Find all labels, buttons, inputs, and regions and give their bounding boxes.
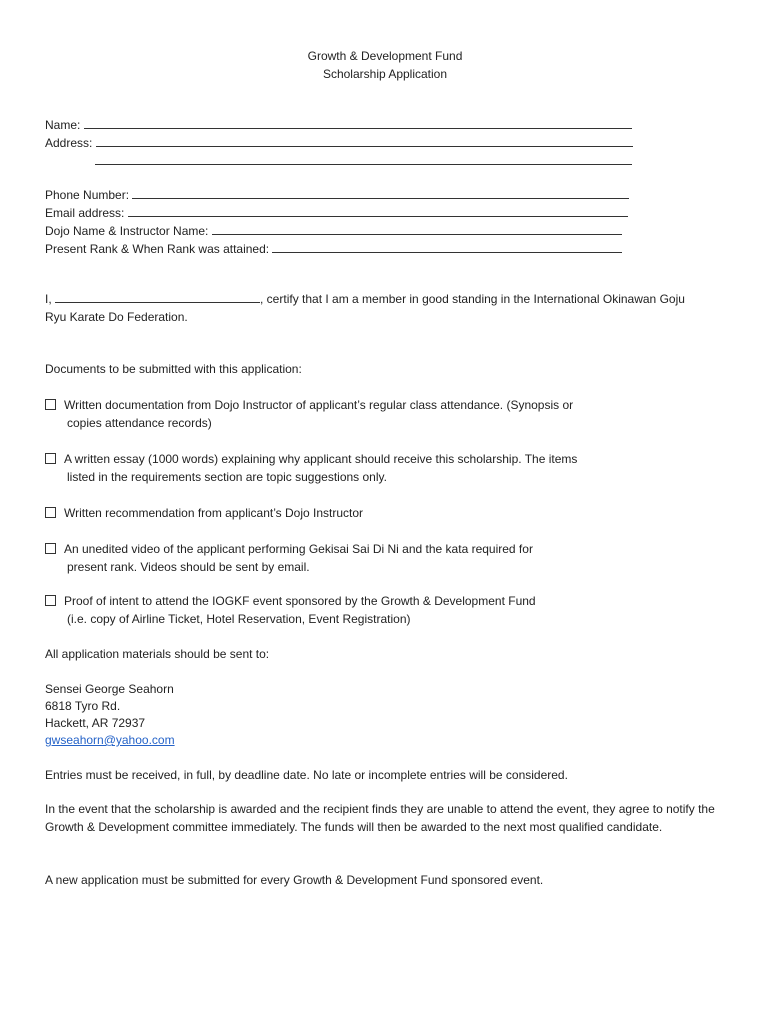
phone-label: Phone Number:: [45, 188, 130, 202]
document-item-3-text: Written recommendation from applicant’s Dojo Instructor: [64, 506, 364, 520]
send-email-link[interactable]: gwseahorn@yahoo.com: [45, 733, 175, 747]
checkbox-2[interactable]: [45, 453, 56, 464]
document-item-1: [45, 396, 573, 414]
document-item-5-text: Proof of intent to attend the IOGKF event sponsored by the Growth & Development Fund: [64, 594, 536, 608]
deadline-note: Entries must be received, in full, by deadline date. No late or incomplete entries will be considered.: [45, 768, 568, 782]
document-item-3: [45, 504, 363, 522]
name-blank[interactable]: [84, 116, 632, 129]
send-street: 6818 Tyro Rd.: [45, 699, 121, 713]
document-item-4-cont: present rank. Videos should be sent by email.: [67, 560, 310, 574]
document-item-1-text: Written documentation from Dojo Instructor of applicant’s regular class attendance. (Synopsis or: [64, 398, 574, 412]
checkbox-1[interactable]: [45, 399, 56, 410]
phone-blank[interactable]: [132, 186, 629, 199]
document-title: Growth & Development Fund: [307, 49, 463, 63]
send-city: Hackett, AR 72937: [45, 716, 146, 730]
document-item-2-cont: listed in the requirements section are topic suggestions only.: [67, 470, 387, 484]
email-blank[interactable]: [128, 204, 628, 217]
rank-field: [45, 240, 622, 258]
address-label: Address:: [45, 136, 93, 150]
name-label: Name:: [45, 118, 81, 132]
phone-field: [45, 186, 629, 204]
email-field: [45, 204, 628, 222]
checkbox-5[interactable]: [45, 595, 56, 606]
send-heading: All application materials should be sent to:: [45, 647, 270, 661]
dojo-label: Dojo Name & Instructor Name:: [45, 224, 209, 238]
email-label: Email address:: [45, 206, 125, 220]
certify-line-2: Ryu Karate Do Federation.: [45, 310, 188, 324]
document-item-2: [45, 450, 577, 468]
documents-heading: Documents to be submitted with this application:: [45, 362, 302, 376]
rank-blank[interactable]: [272, 240, 622, 253]
address-blank-2[interactable]: [95, 152, 632, 165]
rank-label: Present Rank & When Rank was attained:: [45, 242, 270, 256]
document-item-4: [45, 540, 533, 558]
send-name: Sensei George Seahorn: [45, 682, 174, 696]
address-line-2: [95, 152, 632, 170]
name-field: [45, 116, 632, 134]
document-item-4-text: An unedited video of the applicant performing Gekisai Sai Di Ni and the kata required for: [64, 542, 533, 556]
certify-prefix: I,: [45, 292, 52, 306]
dojo-field: [45, 222, 622, 240]
dojo-blank[interactable]: [212, 222, 622, 235]
document-item-2-text: A written essay (1000 words) explaining why applicant should receive this scholarship. The items: [64, 452, 578, 466]
checkbox-4[interactable]: [45, 543, 56, 554]
certify-suffix: , certify that I am a member in good standing in the International Okinawan Goju: [260, 292, 685, 306]
document-subtitle: Scholarship Application: [322, 67, 448, 81]
event-note: In the event that the scholarship is awarded and the recipient finds they are unable to attend the event, they agree to notify the Growth & Development committee immediately. The funds will then be awarded to the next most qualified candidate.: [45, 802, 715, 834]
document-item-5: [45, 592, 536, 610]
address-field: [45, 134, 633, 152]
document-item-5-cont: (i.e. copy of Airline Ticket, Hotel Reservation, Event Registration): [67, 612, 411, 626]
new-application-note: A new application must be submitted for every Growth & Development Fund sponsored event.: [45, 873, 544, 887]
document-item-1-cont: copies attendance records): [67, 416, 212, 430]
certify-name-blank[interactable]: [55, 290, 260, 303]
checkbox-3[interactable]: [45, 507, 56, 518]
certify-line: [45, 290, 685, 308]
address-blank[interactable]: [96, 134, 633, 147]
